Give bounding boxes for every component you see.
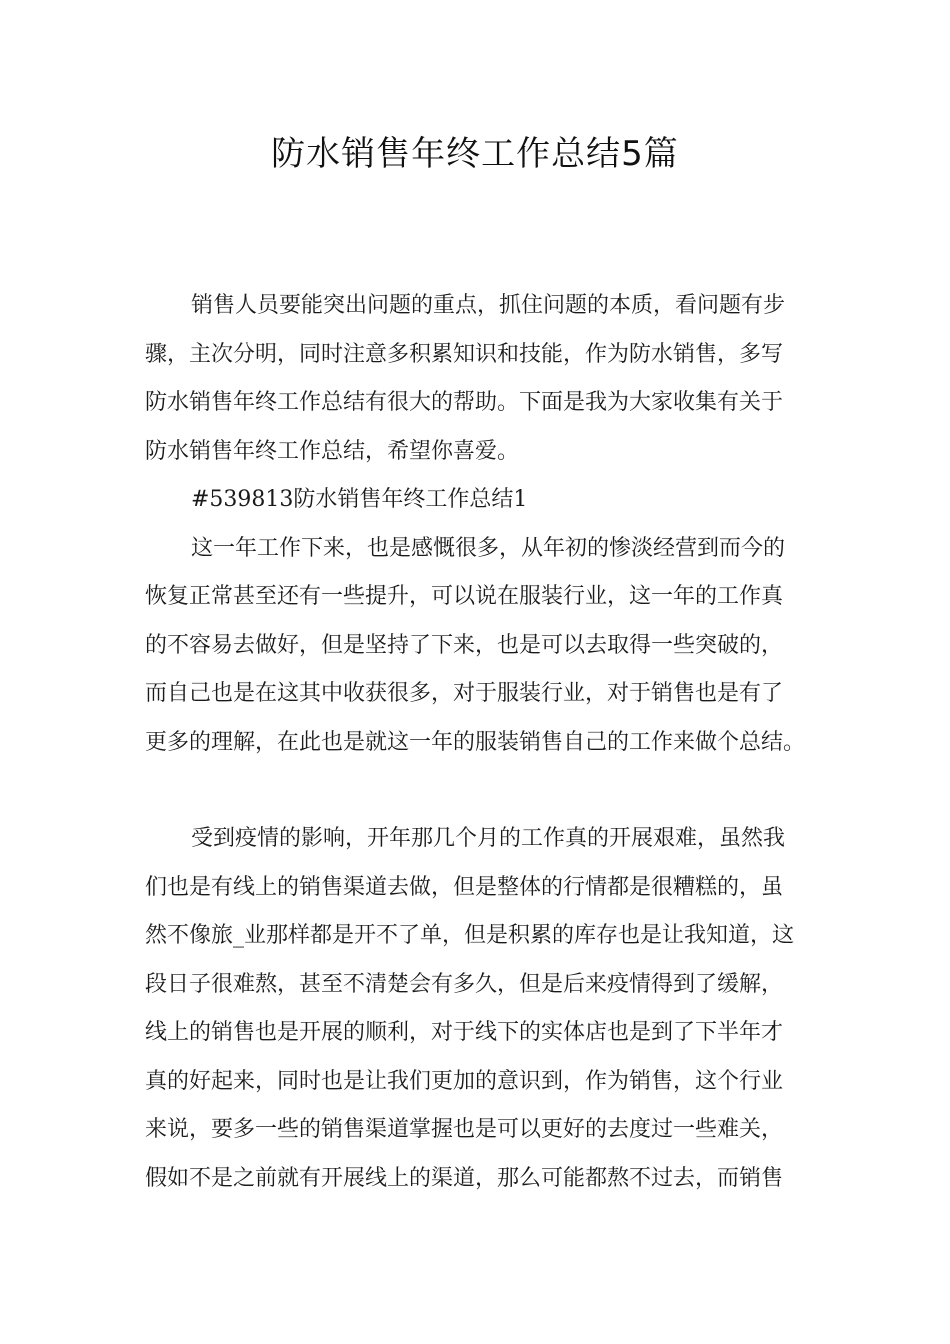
paragraph-line: 真的好起来，同时也是让我们更加的意识到，作为销售，这个行业 — [145, 1068, 784, 1094]
paragraph-1 — [145, 525, 807, 768]
paragraph-2 — [145, 815, 807, 1203]
paragraph-line: 们也是有线上的销售渠道去做，但是整体的行情都是很糟糕的，虽 — [145, 874, 784, 900]
paragraph-line: 假如不是之前就有开展线上的渠道，那么可能都熬不过去，而销售 — [145, 1165, 784, 1191]
paragraph-line: 而自己也是在这其中收获很多，对于服装行业，对于销售也是有了 — [145, 681, 784, 706]
paragraph-spacer — [145, 767, 807, 815]
paragraph-line: 防水销售年终工作总结，希望你喜爱。 — [145, 438, 520, 464]
paragraph-line: 更多的理解，在此也是就这一年的服装销售自己的工作来做个总结。 — [145, 729, 806, 755]
paragraph-line: 受到疫情的影响，开年那几个月的工作真的开展艰难，虽然我 — [191, 826, 786, 851]
section-heading: #539813防水销售年终工作总结1 — [191, 487, 528, 512]
paragraph-line: 段日子很难熬，甚至不清楚会有多久，但是后来疫情得到了缓解， — [145, 971, 784, 997]
document-body — [145, 282, 807, 1203]
intro-paragraph — [145, 282, 807, 476]
document-title: 防水销售年终工作总结5篇 — [271, 134, 679, 174]
paragraph-line: 恢复正常甚至还有一些提升，可以说在服装行业，这一年的工作真 — [145, 584, 784, 609]
paragraph-line: 然不像旅_业那样都是开不了单，但是积累的库存也是让我知道，这 — [145, 923, 795, 948]
paragraph-line: 防水销售年终工作总结有很大的帮助。下面是我为大家收集有关于 — [145, 390, 784, 415]
paragraph-line: 的不容易去做好，但是坚持了下来，也是可以去取得一些突破的， — [145, 632, 784, 658]
paragraph-line: 这一年工作下来，也是感慨很多，从年初的惨淡经营到而今的 — [191, 535, 786, 561]
paragraph-line: 来说，要多一些的销售渠道掌握也是可以更好的去度过一些难关， — [145, 1117, 784, 1142]
paragraph-line: 销售人员要能突出问题的重点，抓住问题的本质，看问题有步 — [191, 293, 786, 318]
paragraph-line: 线上的销售也是开展的顺利，对于线下的实体店也是到了下半年才 — [145, 1020, 784, 1045]
section-heading-paragraph — [145, 476, 807, 525]
paragraph-line: 骤，主次分明，同时注意多积累知识和技能，作为防水销售，多写 — [145, 341, 784, 367]
